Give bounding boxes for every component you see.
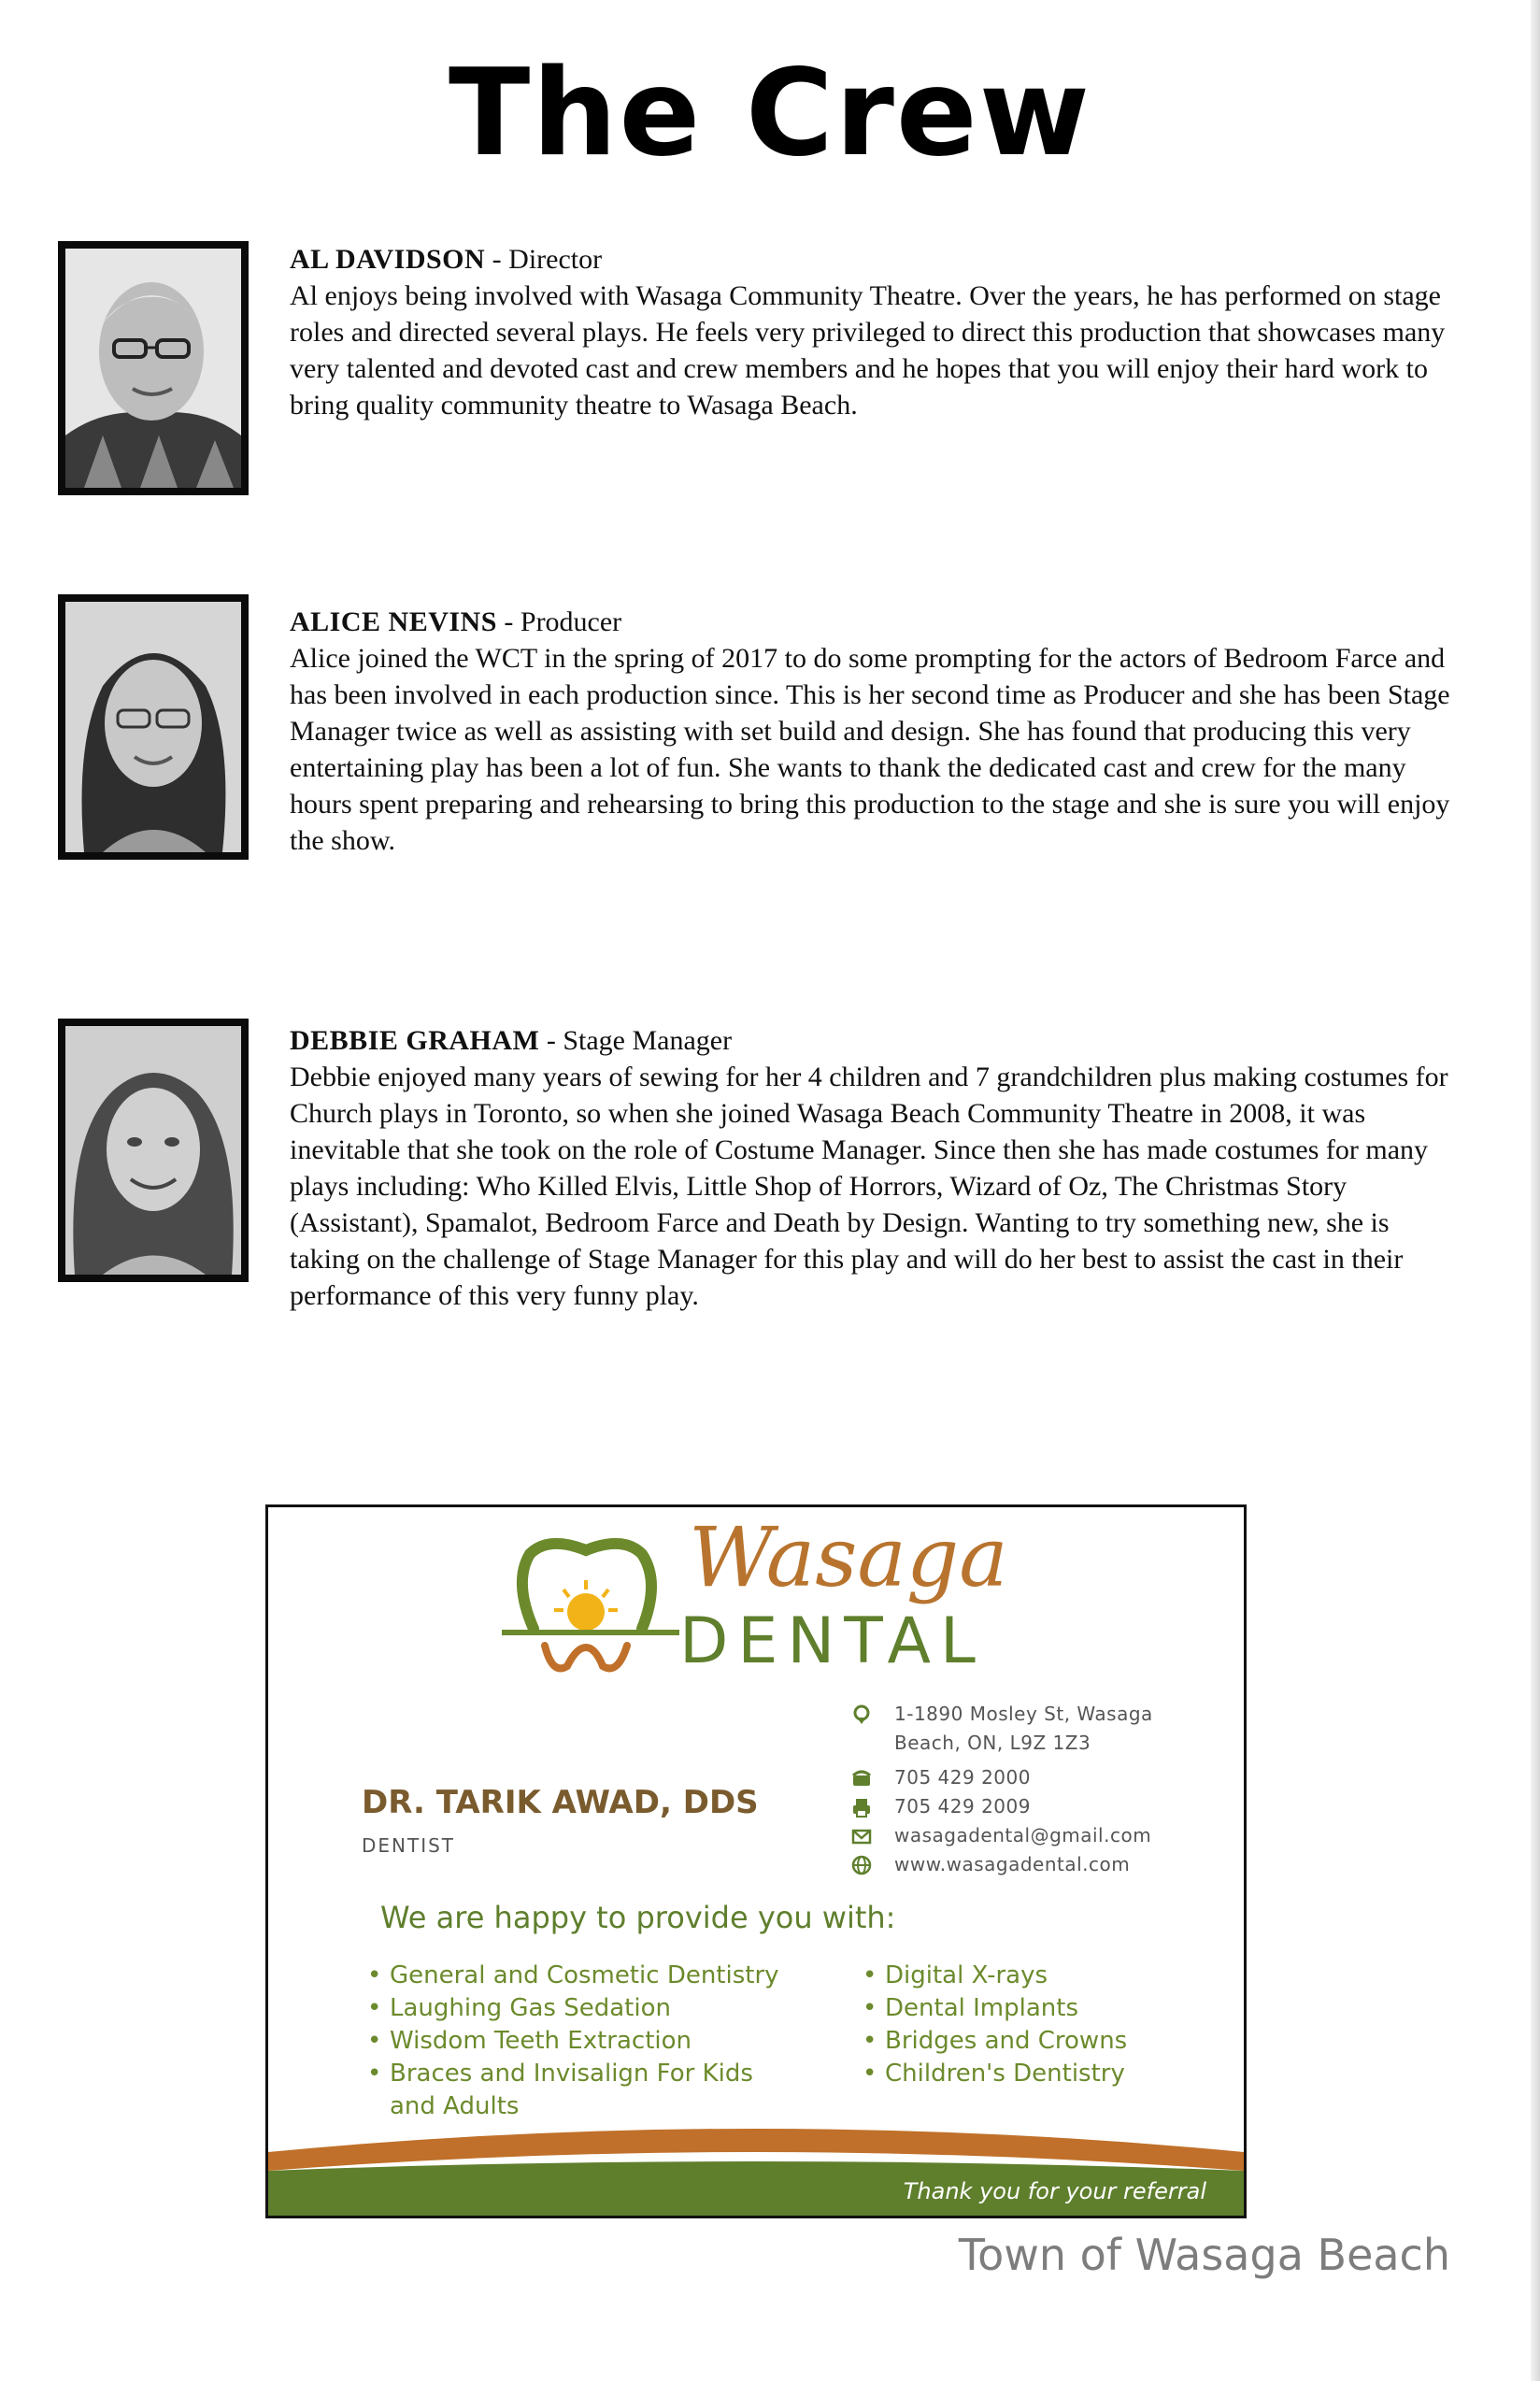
fax-number: 705 429 2009 — [894, 1795, 1031, 1818]
phone — [848, 1763, 1240, 1792]
fax-icon — [851, 1797, 872, 1818]
doctor-name: DR. TARIK AWAD, DDS — [362, 1784, 759, 1821]
crew-name: AL DAVIDSON — [290, 244, 486, 275]
page-title: The Crew — [449, 44, 1091, 183]
service-item: • Children's Dentistry — [861, 2058, 1234, 2090]
crew-bio — [290, 1022, 1458, 1314]
portrait-woman-icon — [65, 602, 241, 852]
service-item: • Laughing Gas Sedation — [365, 1992, 805, 2025]
crew-heading — [290, 241, 1458, 278]
globe-icon — [851, 1855, 872, 1875]
fax — [848, 1792, 1240, 1821]
brand-script-wordmark: Wasaga — [689, 1509, 1008, 1605]
services-list-right — [861, 1960, 1234, 2090]
portrait-photo — [58, 594, 249, 860]
crew-heading — [290, 1022, 1458, 1059]
tooth-sun-logo-icon — [492, 1526, 689, 1685]
contact-block — [848, 1700, 1240, 1879]
page-edge — [1531, 0, 1540, 2381]
referral-tagline: Thank you for your referral — [903, 2178, 1206, 2204]
crew-bio-text: Debbie enjoyed many years of sewing for her 4 children and 7 grandchildren plus making costumes for Church plays in Toronto, so when she joined Wasaga Beach Community Theatre in 2008, it was inevitable that she took on the role of Costume Manager. Since then she has made costumes for many plays including: Who Killed Elvis, Little Shop of Horrors, Wizard of Oz, The Christmas Story (Assistant), Spamalot, Bedroom Farce and Death by Design. Wanting to try something new, she is taking on the challenge of Stage Manager for this play and will do her best to assist the cast in their performance of this very funny play. — [290, 1062, 1448, 1311]
portrait-photo — [58, 241, 249, 495]
email — [848, 1821, 1240, 1850]
website — [848, 1850, 1240, 1879]
services-list-left — [365, 1960, 805, 2123]
crew-bio-text: Al enjoys being involved with Wasaga Community Theatre. Over the years, he has performed on stage roles and directed several plays. He feels very privileged to direct this production that showcases many very talented and devoted cast and crew members and he hopes that you will enjoy their hard work to bring quality community theatre to Wasaga Beach. — [290, 280, 1446, 421]
crew-role: - Director — [485, 244, 603, 275]
portrait-woman-icon — [65, 1026, 241, 1275]
footer-watermark: Town of Wasaga Beach — [958, 2230, 1450, 2280]
service-item: • Dental Implants — [861, 1992, 1234, 2025]
address — [848, 1700, 1240, 1758]
crew-role: - Producer — [496, 606, 622, 637]
website-link[interactable]: www.wasagadental.com — [894, 1853, 1131, 1875]
address-line-1: 1-1890 Mosley St, Wasaga — [894, 1703, 1153, 1725]
crew-heading — [290, 604, 1458, 640]
address-line-2: Beach, ON, L9Z 1Z3 — [894, 1732, 1091, 1754]
crew-name: ALICE NEVINS — [290, 606, 497, 637]
service-item: • Braces and Invisalign For Kids and Adults — [365, 2058, 805, 2123]
brand-dental-wordmark: DENTAL — [679, 1604, 985, 1678]
crew-bio — [290, 604, 1458, 859]
service-item: • General and Cosmetic Dentistry — [365, 1960, 805, 1992]
crew-name: DEBBIE GRAHAM — [290, 1025, 540, 1056]
service-item: • Wisdom Teeth Extraction — [365, 2025, 805, 2058]
doctor-title: DENTIST — [362, 1834, 456, 1857]
crew-bio — [290, 241, 1458, 423]
location-pin-icon — [851, 1704, 872, 1725]
portrait-man-icon — [65, 249, 241, 488]
crew-bio-text: Alice joined the WCT in the spring of 2017 to do some prompting for the actors of Bedroom Farce and has been involved in each production since. This is her second time as Producer and she has been Stage Manager twice as well as assisting with set build and design. She has found that producing this very entertaining play has been a lot of fun. She wants to thank the dedicated cast and crew for the many hours spent preparing and rehearsing to bring this production to the stage and she is sure you will enjoy the show. — [290, 643, 1450, 856]
phone-icon — [851, 1768, 872, 1789]
wasaga-dental-ad — [265, 1504, 1247, 2218]
service-item: • Digital X-rays — [861, 1960, 1234, 1992]
crew-role: - Stage Manager — [539, 1025, 733, 1056]
services-intro: We are happy to provide you with: — [380, 1900, 896, 1935]
service-item: • Bridges and Crowns — [861, 2025, 1234, 2058]
portrait-photo — [58, 1019, 249, 1282]
email-icon — [851, 1826, 872, 1846]
phone-number: 705 429 2000 — [894, 1766, 1031, 1789]
email-address[interactable]: wasagadental@gmail.com — [894, 1824, 1152, 1846]
